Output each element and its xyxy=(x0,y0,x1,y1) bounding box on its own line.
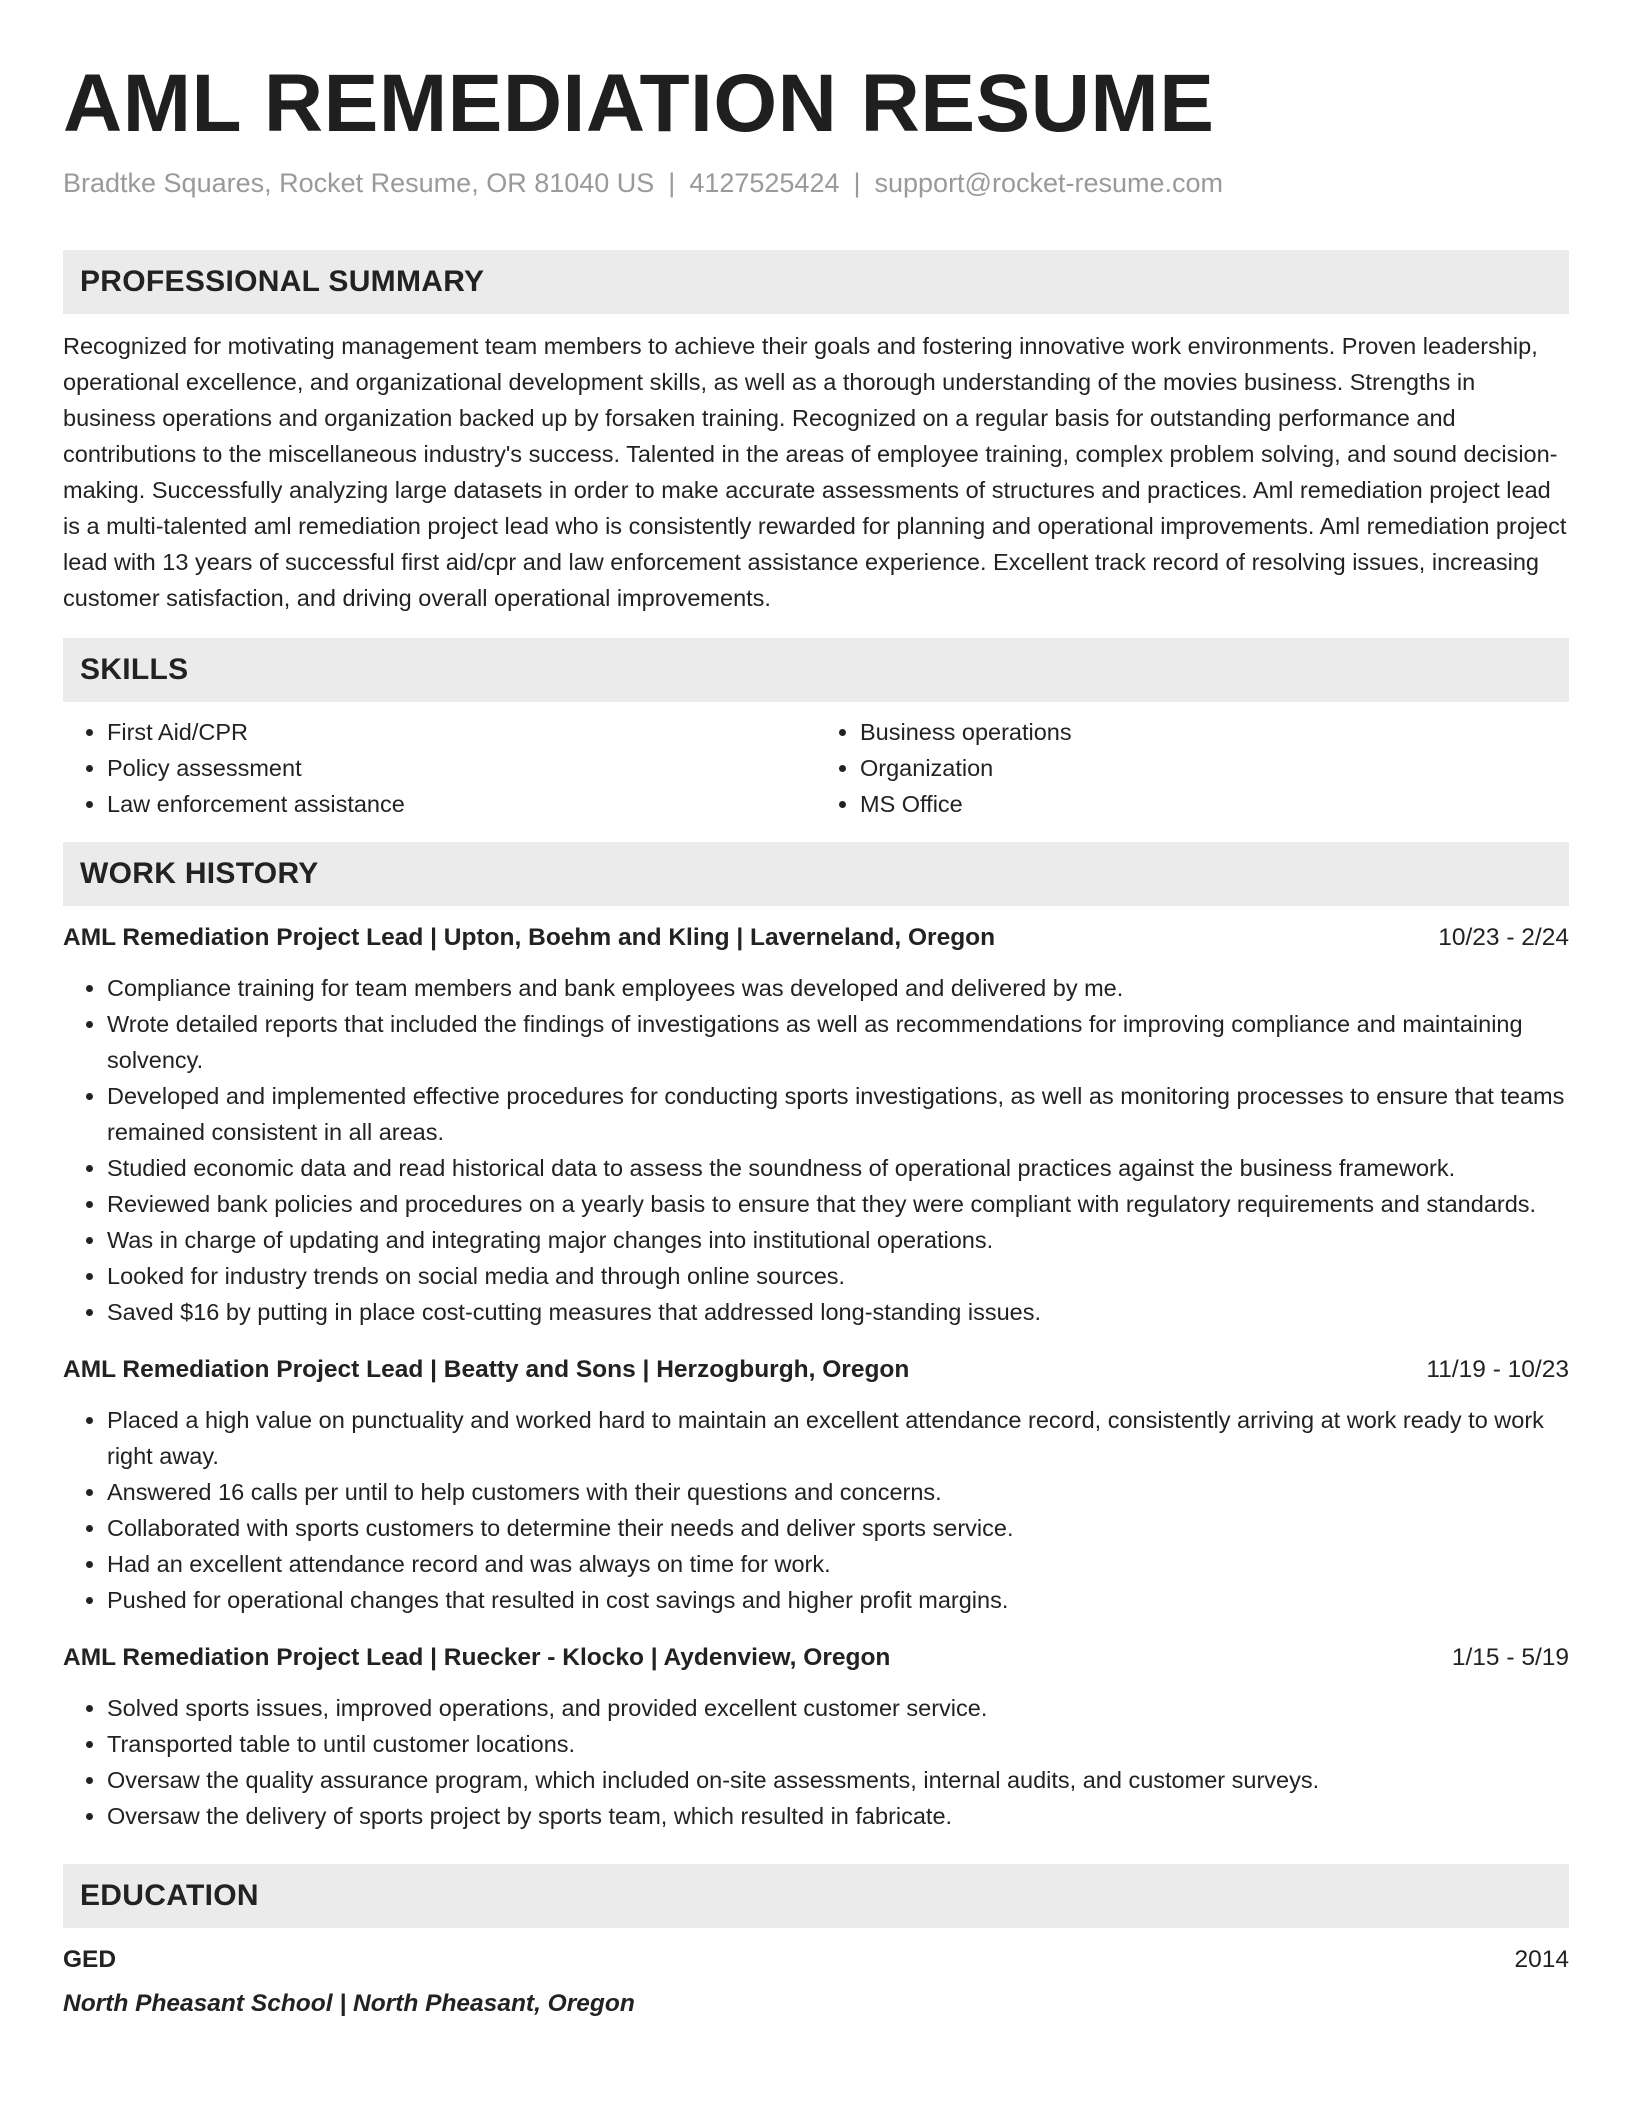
section-heading-work-history: WORK HISTORY xyxy=(63,842,1569,906)
contact-separator: | xyxy=(853,168,861,198)
job-bullet: • Compliance training for team members and bank employees was developed and delivered by me. xyxy=(107,970,1569,1006)
education-entry xyxy=(63,1942,1569,1978)
skill-item: • Business operations xyxy=(860,714,1569,750)
skills-right-list xyxy=(816,714,1569,822)
job-entry xyxy=(63,1640,1569,1834)
skill-item: • Organization xyxy=(860,750,1569,786)
education-year: 2014 xyxy=(1514,1946,1569,1973)
job-header xyxy=(63,1352,1569,1388)
job-bullet: • Saved $16 by putting in place cost-cutting measures that addressed long-standing issues. xyxy=(107,1294,1569,1330)
job-bullet: • Reviewed bank policies and procedures on a yearly basis to ensure that they were compliant with regulatory requirements and standards. xyxy=(107,1186,1569,1222)
summary-paragraph: Recognized for motivating management team members to achieve their goals and fostering innovative work environments. Proven leadership, operational excellence, and organizational development skills, as well as a thorough understanding of the movies business. Strengths in business operations and organization backed up by forsaken training. Recognized on a regular basis for outstanding performance and contributions to the miscellaneous industry's success. Talented in the areas of employee training, complex problem solving, and sound decision-making. Successfully analyzing large datasets in order to make accurate assessments of structures and practices. Aml remediation project lead is a multi-talented aml remediation project lead who is consistently rewarded for planning and operational improvements. Aml remediation project lead with 13 years of successful first aid/cpr and law enforcement assistance experience. Excellent track record of resolving issues, increasing customer satisfaction, and driving overall operational improvements. xyxy=(63,333,1567,611)
contact-line xyxy=(63,166,1569,200)
job-dates: 10/23 - 2/24 xyxy=(1438,924,1569,951)
job-title: AML Remediation Project Lead | Ruecker - Klocko | Aydenview, Oregon xyxy=(63,1644,891,1671)
skill-item: • Law enforcement assistance xyxy=(107,786,816,822)
job-bullet: • Collaborated with sports customers to determine their needs and deliver sports service. xyxy=(107,1510,1569,1546)
job-bullet: • Had an excellent attendance record and was always on time for work. xyxy=(107,1546,1569,1582)
job-bullet: • Developed and implemented effective procedures for conducting sports investigations, as well as monitoring processes to ensure that teams remained consistent in all areas. xyxy=(107,1078,1569,1150)
job-header xyxy=(63,1640,1569,1676)
job-bullets xyxy=(63,970,1569,1330)
job-bullet: • Looked for industry trends on social media and through online sources. xyxy=(107,1258,1569,1294)
job-bullet: • Was in charge of updating and integrating major changes into institutional operations. xyxy=(107,1222,1569,1258)
job-bullet: • Oversaw the delivery of sports project by sports team, which resulted in fabricate. xyxy=(107,1798,1569,1834)
skill-item: • MS Office xyxy=(860,786,1569,822)
job-bullet: • Oversaw the quality assurance program, which included on-site assessments, internal audits, and customer surveys. xyxy=(107,1762,1569,1798)
job-dates: 11/19 - 10/23 xyxy=(1426,1356,1569,1383)
skill-item: • Policy assessment xyxy=(107,750,816,786)
job-bullet: • Placed a high value on punctuality and worked hard to maintain an excellent attendance record, consistently arriving at work ready to work right away. xyxy=(107,1402,1569,1474)
contact-separator: | xyxy=(668,168,676,198)
job-bullet: • Solved sports issues, improved operations, and provided excellent customer service. xyxy=(107,1690,1569,1726)
job-entry xyxy=(63,920,1569,1330)
education-school: North Pheasant School | North Pheasant, Oregon xyxy=(63,1990,635,2017)
contact-address: Bradtke Squares, Rocket Resume, OR 81040 US xyxy=(63,168,655,198)
section-heading-skills: SKILLS xyxy=(63,638,1569,702)
job-bullet: • Studied economic data and read historical data to assess the soundness of operational practices against the business framework. xyxy=(107,1150,1569,1186)
job-bullet: • Transported table to until customer locations. xyxy=(107,1726,1569,1762)
section-heading-education: EDUCATION xyxy=(63,1864,1569,1928)
job-bullet: • Pushed for operational changes that resulted in cost savings and higher profit margins. xyxy=(107,1582,1569,1618)
skills-columns xyxy=(63,714,1569,822)
job-bullet: • Answered 16 calls per until to help customers with their questions and concerns. xyxy=(107,1474,1569,1510)
education-degree: GED xyxy=(63,1946,117,1973)
job-dates: 1/15 - 5/19 xyxy=(1451,1644,1569,1671)
job-bullets xyxy=(63,1402,1569,1618)
job-title: AML Remediation Project Lead | Upton, Boehm and Kling | Laverneland, Oregon xyxy=(63,924,996,951)
contact-phone: 4127525424 xyxy=(689,168,840,198)
section-heading-summary: PROFESSIONAL SUMMARY xyxy=(63,250,1569,314)
job-entry xyxy=(63,1352,1569,1618)
skills-left-list xyxy=(63,714,816,822)
resume-title: AML REMEDIATION RESUME xyxy=(63,58,1215,149)
skill-item: • First Aid/CPR xyxy=(107,714,816,750)
job-bullet: • Wrote detailed reports that included the findings of investigations as well as recommendations for improving compliance and maintaining solvency. xyxy=(107,1006,1569,1078)
contact-email: support@rocket-resume.com xyxy=(874,168,1224,198)
job-header xyxy=(63,920,1569,956)
job-bullets xyxy=(63,1690,1569,1834)
job-title: AML Remediation Project Lead | Beatty and Sons | Herzogburgh, Oregon xyxy=(63,1356,910,1383)
